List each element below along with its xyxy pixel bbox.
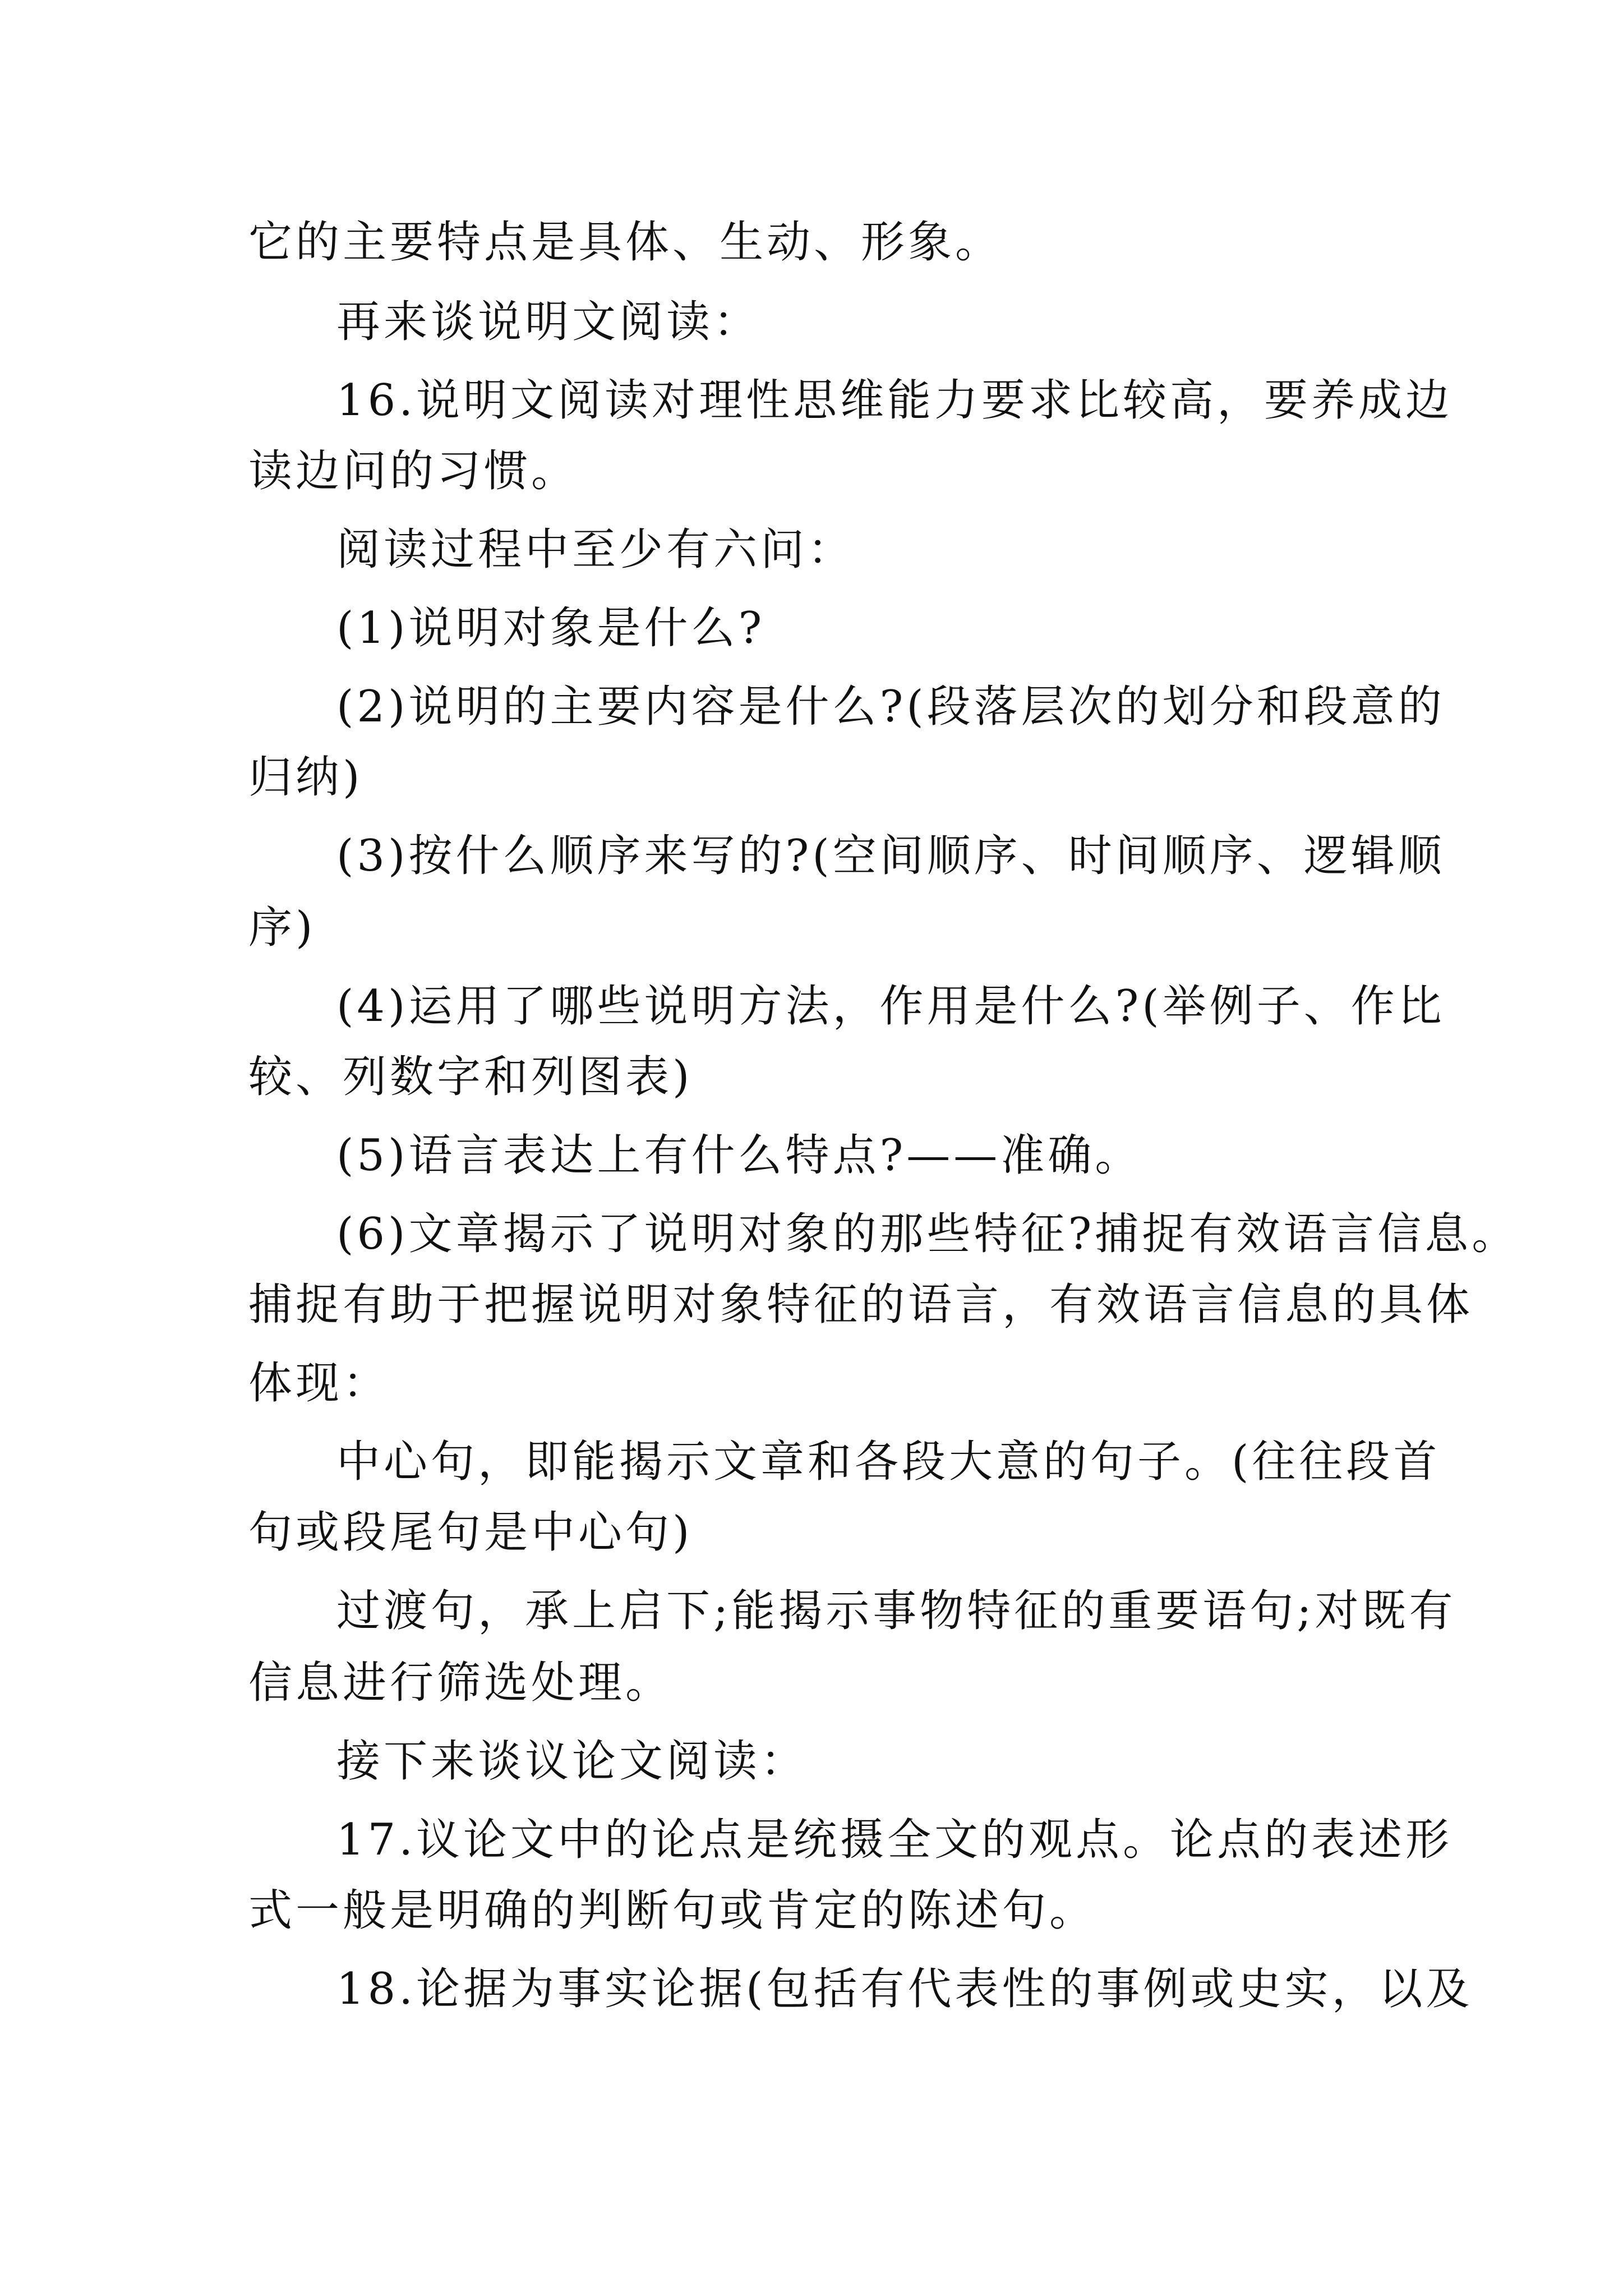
text-line: 阅读过程中至少有六问： [336, 524, 855, 575]
text-line: 序) [248, 903, 316, 953]
text-line: 式一般是明确的判断句或肯定的陈述句。 [248, 1885, 1097, 1936]
text-line: (5)语言表达上有什么特点?——准确。 [336, 1130, 1142, 1181]
text-line: 捕捉有助于把握说明对象特征的语言，有效语言信息的具体 [248, 1280, 1474, 1330]
text-line: 它的主要特点是具体、生动、形象。 [248, 217, 1003, 268]
text-line: 较、列数字和列图表) [248, 1052, 693, 1102]
text-line: (1)说明对象是什么? [336, 603, 766, 654]
text-line: 再来谈说明文阅读： [336, 297, 761, 347]
text-line: (2)说明的主要内容是什么?(段落层次的划分和段意的 [336, 682, 1445, 732]
text-line: 句或段尾句是中心句) [248, 1507, 693, 1558]
text-line: 归纳) [248, 752, 363, 803]
text-line: 18.论据为事实论据(包括有代表性的事例或史实，以及 [336, 1964, 1473, 2014]
text-line: 接下来谈议论文阅读： [336, 1736, 808, 1787]
text-line: 体现： [248, 1358, 390, 1409]
text-line: 读边问的习惯。 [248, 446, 579, 496]
text-line: (3)按什么顺序来写的?(空间顺序、时间顺序、逻辑顺 [336, 831, 1445, 881]
text-line: (4)运用了哪些说明方法，作用是什么?(举例子、作比 [336, 981, 1445, 1032]
text-line: 信息进行筛选处理。 [248, 1658, 673, 1708]
text-line: 过渡句，承上启下;能揭示事物特征的重要语句;对既有 [336, 1586, 1456, 1636]
text-line: (6)文章揭示了说明对象的那些特征?捕捉有效语言信息。 [336, 1209, 1519, 1259]
text-line: 中心句，即能揭示文章和各段大意的句子。(往往段首 [336, 1437, 1441, 1487]
text-line: 16.说明文阅读对理性思维能力要求比较高，要养成边 [336, 375, 1453, 426]
text-line: 17.议论文中的论点是统摄全文的观点。论点的表述形 [336, 1815, 1453, 1865]
